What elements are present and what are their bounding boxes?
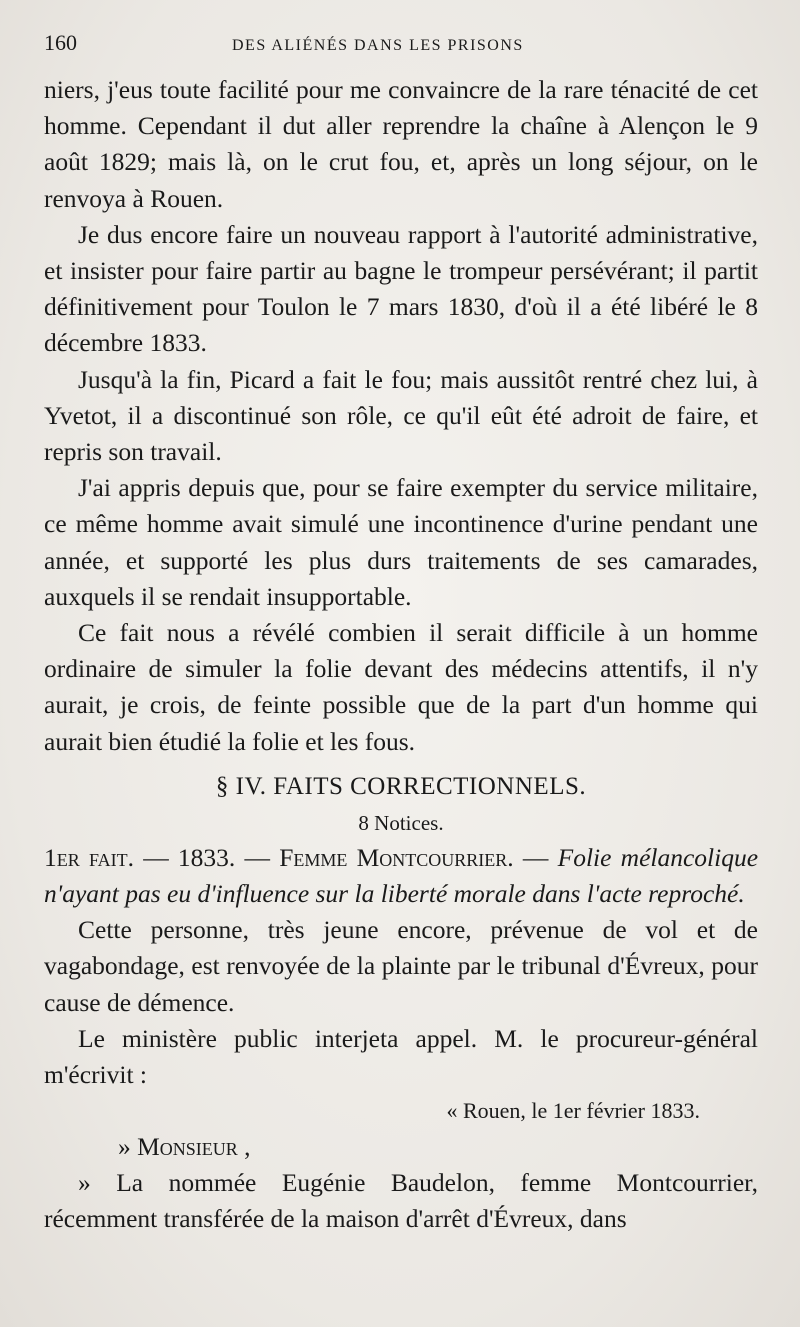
section-subtitle: 8 Notices. (358, 810, 444, 835)
paragraph: Ce fait nous a révélé combien il serait difficile à un homme ordinaire de simuler la folie devant des médecins attentifs, il n'y aurait, je crois, de feinte possible que de la part d'un homme qui aurait bien étudié la folie et les fous. (44, 618, 758, 756)
page-number: 160 (44, 30, 77, 55)
case-description: Folie mélancolique n'ayant pas eu d'influence sur la liberté morale dans l'acte reproché. (44, 842, 759, 909)
letter-salutation: » Monsieur , (118, 1132, 251, 1162)
paragraph: niers, j'eus toute facilité pour me convaincre de la rare ténacité de cet homme. Cependant il dut aller reprendre la chaîne à Alençon le 9 août 1829; mais là, on le crut fou, et, après un long séjour, on le renvoya à Rouen. (44, 75, 758, 213)
paragraph: Je dus encore faire un nouveau rapport à l'autorité administrative, et insister pour faire partir au bagne le trompeur persévérant; il partit définitivement pour Toulon le 7 mars 1830, d'où il a été libéré le 8 décembre 1833. (44, 219, 758, 358)
letter-date: « Rouen, le 1er février 1833. (446, 1098, 700, 1124)
case-year: — 1833. — (143, 842, 271, 872)
paragraph: Le ministère public interjeta appel. M. le procureur-général m'écrivit : (44, 1023, 758, 1090)
body-text (44, 72, 758, 1238)
case-heading (44, 840, 758, 912)
section-title: § IV. FAITS CORRECTIONNELS. (215, 772, 587, 800)
letter-body: » La nommée Eugénie Baudelon, femme Montcourrier, récemment transférée de la maison d'arrêt d'Évreux, dans (44, 1168, 758, 1234)
paragraph: J'ai appris depuis que, pour se faire exempter du service militaire, ce même homme avait simulé une incontinence d'urine pendant une année, et supporté les plus durs traitements de ses camarades, auxquels il se rendait insupportable. (44, 473, 758, 611)
running-head (44, 30, 758, 72)
case-dash: — (522, 842, 549, 872)
case-name: Femme Montcourrier. (279, 842, 514, 872)
paragraph: Jusqu'à la fin, Picard a fait le fou; mais aussitôt rentré chez lui, à Yvetot, il a discontinué son rôle, ce qu'il eût été adroit de faire, et repris son travail. (44, 364, 758, 467)
paragraph: Cette personne, très jeune encore, prévenue de vol et de vagabondage, est renvoyée de la plainte par le tribunal d'Évreux, pour cause de démence. (44, 915, 758, 1017)
case-label: 1er fait. (44, 842, 134, 872)
running-title: DES ALIÉNÉS DANS LES PRISONS (232, 37, 524, 54)
